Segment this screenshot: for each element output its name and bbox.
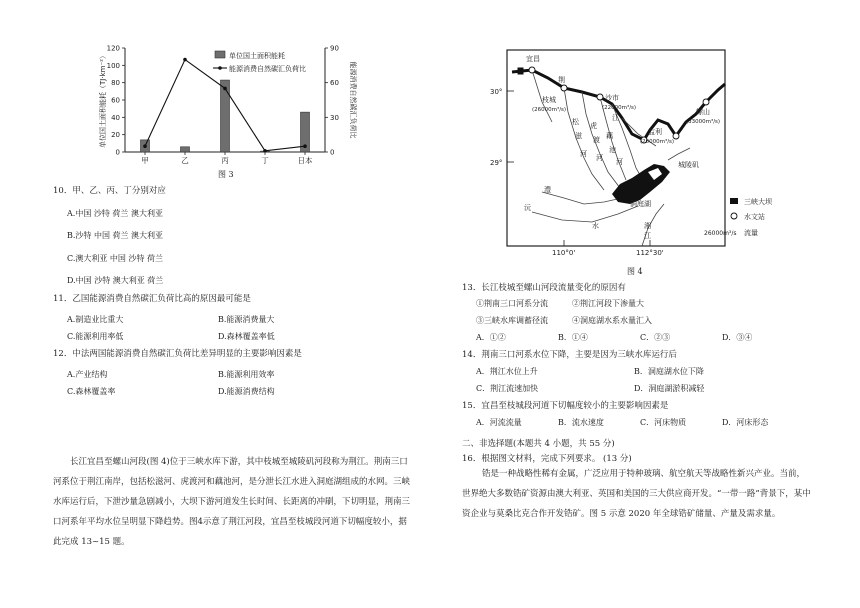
x-tick-label: 丁 [261,156,269,165]
map-label-zhicheng-flow: (26000m³/s) [532,107,567,113]
q11-option-a: A.制造业比重大 [67,315,124,324]
legend-flow-label: 流量 [744,229,758,237]
q15-option-c: C．河床物质 [640,418,687,427]
q12-option-b: B.能源利用效率 [218,370,275,379]
q14-option-c: C．荆江流速加快 [476,384,539,393]
q12-stem: 12．中法两国能源消费自然碳汇负荷比差异明显的主要影响因素是 [53,349,302,359]
map-label-zi: 滋 [575,132,582,140]
legend-dam-icon [730,198,738,204]
y-tick-label-right: 60 [330,79,339,88]
map-label-luoshan-flow: (33000m³/s) [686,119,721,125]
map-label-yuan: 沅 [524,204,531,212]
q13-option-b: B．①④ [558,333,588,342]
x-tick-label: 丙 [221,156,229,165]
q13-item-1: ①荆南三口河系分流 [476,299,548,308]
map-label-jiang2: 江 [644,232,651,240]
q14-option-a: A．荆江水位上升 [476,367,538,376]
map-label-he3: 河 [616,158,623,166]
map-label-zhicheng: 枝城 [542,96,556,104]
map-label-li: 澧 [544,186,551,194]
legend-line-label: 能源消费自然碳汇负荷比 [229,65,306,73]
map-label-chenglingji: 城陵矶 [678,161,699,169]
y-tick-label-right: 30 [330,113,339,122]
map-label-dongting: 洞庭湖 [630,200,651,208]
y-tick-label-right: 90 [330,44,339,53]
x-tick-label: 甲 [141,156,149,165]
figure-3-chart [95,40,365,180]
q13-option-a: A．①② [476,333,506,342]
q10-option-a: A.中国 沙特 荷兰 澳大利亚 [67,209,163,218]
bar-mark [181,147,190,152]
line-point [143,144,147,148]
map-label-he2: 河 [596,154,603,162]
x-tick-label: 乙 [181,156,189,165]
x-tick-label: 日本 [297,156,313,165]
q13-stem: 13．长江枝城至螺山河段流量变化的原因有 [462,283,626,293]
y-tick-label-left: 40 [111,113,120,122]
map-frame [507,50,725,246]
legend-bar-swatch [215,51,225,58]
map-label-song: 松 [572,118,579,126]
y-tick-label-left: 80 [111,79,120,88]
legend-line-marker [218,66,222,70]
map-label-jianli-flow: (20000m³/s) [640,139,675,145]
q15-stem: 15．宜昌至枝城段河道下切幅度较小的主要影响因素是 [462,401,669,411]
q10-stem: 10．甲、乙、丙、丁分别对应 [53,186,166,196]
map-label-lat29: 29° [490,159,503,167]
bar-mark [221,80,230,152]
legend-station-label: 水文站 [744,213,765,221]
map-label-shashi-flow: (22000m³/s) [602,105,637,111]
map-label-jiang: 江 [612,114,619,122]
q14-stem: 14．荆南三口河系水位下降，主要是因为三峡水库运行后 [462,350,677,360]
q10-option-c: C.澳大利亚 中国 沙特 荷兰 [67,254,164,263]
q11-option-b: B.能源消费量大 [218,315,275,324]
q13-item-3: ③三峡水库调蓄径流 [476,316,548,325]
q15-option-b: B．流水速度 [558,418,604,427]
legend-station-icon [731,213,737,219]
y-axis-label-left: 单位国土面积能耗（TJ·km⁻²） [99,52,107,148]
q12-option-c: C.森林覆盖率 [67,387,116,396]
section-2-heading: 二、非选择题(本题共 4 小题，共 55 分) [462,439,615,449]
map-label-du: 渡 [593,136,600,144]
map-label-lon110: 110°0' [552,249,576,257]
map-label-ou: 藕 [606,132,613,140]
line-point [303,144,307,148]
q11-stem: 11．乙国能源消费自然碳汇负荷比高的原因最可能是 [53,294,251,304]
station-icon [597,94,603,100]
line-point [223,87,227,91]
figure-4-caption: 图 4 [627,267,643,276]
map-label-xiang: 湘 [644,222,651,230]
q11-option-c: C.能源利用率低 [67,332,124,341]
q14-option-d: D．洞庭湖淤积减轻 [634,384,705,393]
q12-option-a: A.产业结构 [67,370,108,379]
station-icon [703,99,709,105]
line-point [183,58,187,62]
q11-option-d: D.森林覆盖率低 [218,332,275,341]
dam-icon [518,68,523,74]
y-tick-label-left: 60 [111,96,120,105]
q12-option-d: D.能源消费结构 [218,387,275,396]
q16-stem: 16．根据图文材料，完成下列要求。 (13 分) [462,454,632,464]
legend-dam-label: 三峡大坝 [744,198,772,206]
y-axis-label-right: 能源消费自然碳汇负荷比 [349,61,357,139]
legend-flow-sample: 26000m³/s [704,230,737,237]
map-label-hu: 虎 [590,122,597,130]
map-label-lat30: 30° [490,88,503,96]
map-label-lon112: 112°30' [636,249,664,257]
y-tick-label-right: 0 [330,148,335,157]
q13-option-c: C．②③ [640,333,671,342]
q13-item-4: ④洞庭湖水系水量汇入 [572,316,652,325]
station-icon [529,67,535,73]
map-label-chi: 池 [609,146,616,154]
q16-material: 锆是一种战略性稀有金属，广泛应用于特种玻璃、航空航天等战略性新兴产业。当前，世界绝大多数锆矿资源由澳大利亚、英国和美国的三大供应商开发。“一带一路”背景下，某中资企业与莫桑比克合作开发锆矿。图 5 示意 2020 年全球锆矿储量、产量及需求量。 [462,469,811,519]
q10-option-d: D.中国 沙特 澳大利亚 荷兰 [67,276,164,285]
y-tick-label-left: 0 [115,148,120,157]
q15-option-d: D．河床形态 [722,418,769,427]
figure-4-map [472,42,802,277]
y-tick-label-left: 120 [106,44,120,53]
material-13-15: 长江宜昌至螺山河段(图 4)位于三峡水库下游，其中枝城至城陵矶河段称为荆江。荆南三口河系位于荆江南岸，包括松滋河、虎渡河和藕池河，是分泄长江水进入洞庭湖组成的水网。三峡水库运行后，下泄沙量急剧减小，大坝下游河道发生长时间、长距离的冲刷，下切明显，荆南三口河系年平均水位呈明显下降趋势。图4示意了荆江河段，宜昌至枝城段河道下切幅度较小，据此完成 13~15 题。 [53,457,411,547]
map-label-shashi: 沙市 [605,94,619,102]
map-label-he1: 河 [580,150,587,158]
y-tick-label-left: 100 [106,61,120,70]
map-label-yichang: 宜昌 [526,55,540,63]
q14-option-b: B．洞庭湖水位下降 [634,367,704,376]
q13-item-2: ②荆江河段下渗量大 [572,299,644,308]
q13-option-d: D．③④ [722,333,753,342]
legend-bar-label: 单位国土面积能耗 [229,52,285,60]
q15-option-a: A．河流流量 [476,418,522,427]
station-icon [561,85,567,91]
map-label-jianli: 监利 [648,128,662,136]
q10-option-b: B.沙特 中国 荷兰 澳大利亚 [67,231,164,240]
figure-3-caption: 图 3 [218,170,234,179]
map-label-shui: 水 [592,222,599,230]
y-tick-label-left: 20 [111,131,120,140]
map-label-jing: 荆 [558,76,565,84]
map-label-luoshan: 螺山 [696,108,710,116]
